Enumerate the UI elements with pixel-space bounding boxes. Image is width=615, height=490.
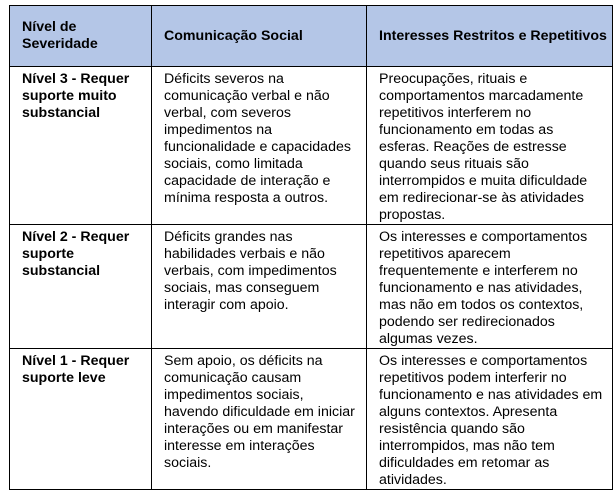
level-cell: Nível 3 - Requer suporte muito substancial bbox=[10, 67, 152, 225]
table-row bbox=[10, 349, 613, 490]
table-header-row bbox=[10, 6, 613, 67]
severity-table bbox=[9, 5, 613, 490]
header-severity: Nível de Severidade bbox=[10, 6, 152, 67]
communication-cell: Déficits grandes nas habilidades verbais e não verbais, com impedimentos sociais, mas conseguem interagir com apoio. bbox=[152, 225, 367, 349]
header-restricted-interests: Interesses Restritos e Repetitivos bbox=[367, 6, 613, 67]
table-row bbox=[10, 67, 613, 225]
interests-cell: Os interesses e comportamentos repetitivos aparecem frequentemente e interferem no funcionamento e nas atividades, mas não em todos os contextos, podendo ser redirecionados algumas vezes. bbox=[367, 225, 613, 349]
table-row bbox=[10, 225, 613, 349]
communication-cell: Déficits severos na comunicação verbal e não verbal, com severos impedimentos na funcionalidade e capacidades sociais, como limitada capacidade de interação e mínima resposta a outros. bbox=[152, 67, 367, 225]
interests-cell: Os interesses e comportamentos repetitivos podem interferir no funcionamento e nas atividades em alguns contextos. Apresenta resistência quando são interrompidos, mas não tem dificuldades em retomar as atividades. bbox=[367, 349, 613, 490]
header-social-communication: Comunicação Social bbox=[152, 6, 367, 67]
level-cell: Nível 2 - Requer suporte substancial bbox=[10, 225, 152, 349]
interests-cell: Preocupações, rituais e comportamentos marcadamente repetitivos interferem no funcionamento em todas as esferas. Reações de estresse quando seus rituais são interrompidos e muita dificuldade em redirecionar-se às atividades propostas. bbox=[367, 67, 613, 225]
level-cell: Nível 1 - Requer suporte leve bbox=[10, 349, 152, 490]
communication-cell: Sem apoio, os déficits na comunicação causam impedimentos sociais, havendo dificuldade em iniciar interações ou em manifestar interesse em interações sociais. bbox=[152, 349, 367, 490]
